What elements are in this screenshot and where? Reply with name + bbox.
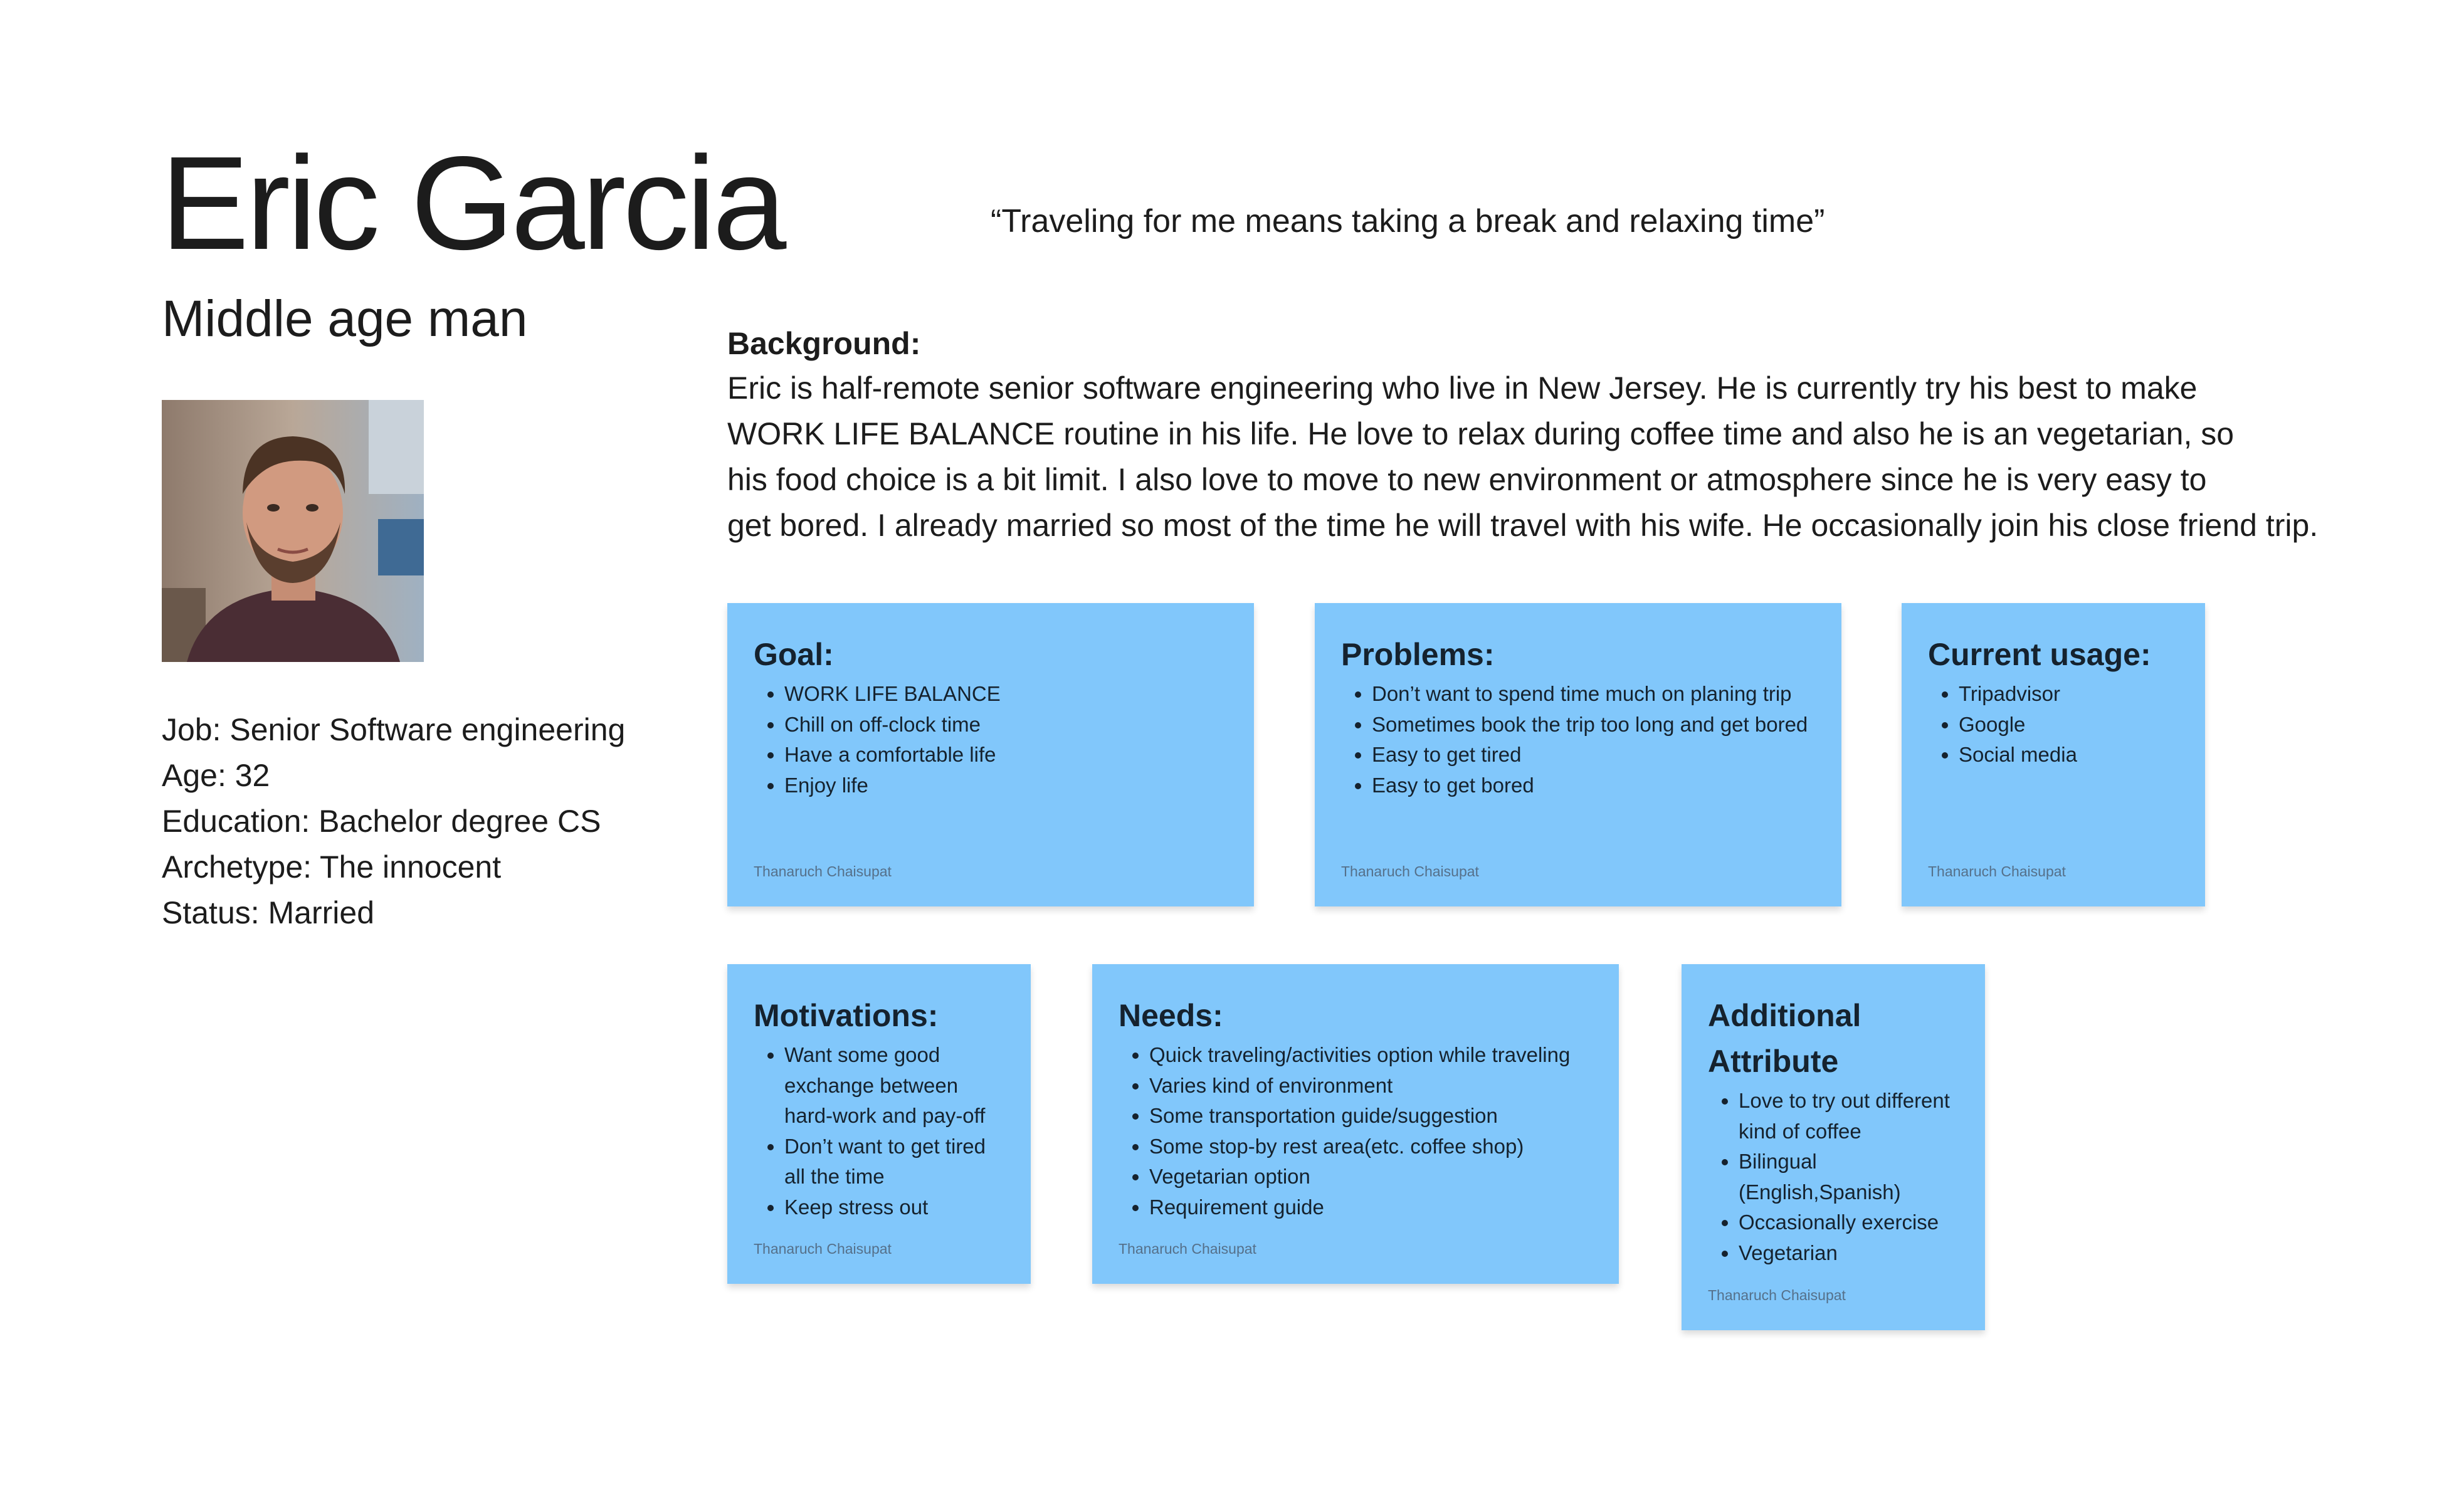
additional-attribute-note[interactable]	[1682, 964, 1985, 1330]
background-text	[727, 365, 2357, 549]
motivations-note[interactable]	[727, 964, 1031, 1284]
current-usage-title: Current usage:	[1928, 637, 2151, 672]
goal-title: Goal:	[754, 637, 834, 672]
list-item: • Social media	[1959, 740, 2182, 770]
list-item: • Love to try out different kind of coffee	[1739, 1086, 1962, 1147]
persona-photo	[162, 400, 424, 662]
goal-list	[754, 679, 1231, 801]
list-item: • Sometimes book the trip too long and get bored	[1372, 710, 1819, 740]
note-author: Thanaruch Chaisupat	[1708, 1287, 1846, 1303]
needs-list	[1119, 1040, 1596, 1222]
list-item: • Easy to get bored	[1372, 770, 1819, 801]
list-item: • Some transportation guide/suggestion	[1149, 1101, 1596, 1132]
list-item: • Varies kind of environment	[1149, 1071, 1596, 1101]
list-item: • Occasionally exercise	[1739, 1207, 1962, 1238]
current-usage-list	[1928, 679, 2182, 770]
motivations-title: Motivations:	[754, 998, 939, 1033]
problems-title: Problems:	[1341, 637, 1495, 672]
needs-note[interactable]	[1092, 964, 1619, 1284]
list-item: • Vegetarian option	[1149, 1162, 1596, 1192]
note-author: Thanaruch Chaisupat	[754, 863, 892, 880]
motivations-list	[754, 1040, 1008, 1222]
list-item: • Don’t want to spend time much on planing trip	[1372, 679, 1819, 710]
list-item: • WORK LIFE BALANCE	[784, 679, 1231, 710]
list-item: • Chill on off-clock time	[784, 710, 1231, 740]
persona-facts	[162, 707, 701, 936]
list-item: • Some stop-by rest area(etc. coffee shop)	[1149, 1132, 1596, 1162]
background-line: Eric is half-remote senior software engineering who live in New Jersey. He is currently try his best to make	[727, 370, 2198, 406]
list-item: • Google	[1959, 710, 2182, 740]
persona-subtitle: Middle age man	[162, 290, 528, 347]
list-item: • Don’t want to get tired all the time	[784, 1132, 1008, 1192]
additional-title: Additional Attribute	[1708, 998, 1861, 1079]
goal-note[interactable]	[727, 603, 1254, 906]
list-item: • Vegetarian	[1739, 1238, 1962, 1269]
background-line: his food choice is a bit limit. I also love to move to new environment or atmosphere since he is very easy to	[727, 462, 2207, 497]
fact-education: Education: Bachelor degree CS	[162, 804, 601, 839]
note-author: Thanaruch Chaisupat	[1341, 863, 1479, 880]
note-author: Thanaruch Chaisupat	[1928, 863, 2066, 880]
background-label: Background:	[727, 326, 921, 361]
list-item: • Quick traveling/activities option while traveling	[1149, 1040, 1596, 1071]
list-item: • Have a comfortable life	[784, 740, 1231, 770]
needs-title: Needs:	[1119, 998, 1223, 1033]
list-item: • Easy to get tired	[1372, 740, 1819, 770]
list-item: • Tripadvisor	[1959, 679, 2182, 710]
problems-list	[1341, 679, 1819, 801]
list-item: • Bilingual (English,Spanish)	[1739, 1147, 1962, 1207]
fact-age: Age: 32	[162, 758, 270, 793]
note-author: Thanaruch Chaisupat	[754, 1241, 892, 1257]
list-item: • Want some good exchange between hard-work and pay-off	[784, 1040, 1008, 1132]
additional-list	[1708, 1086, 1962, 1268]
persona-quote: “Traveling for me means taking a break and relaxing time”	[991, 203, 1825, 239]
list-item: • Requirement guide	[1149, 1192, 1596, 1223]
fact-status: Status: Married	[162, 895, 375, 930]
persona-name: Eric Garcia	[161, 129, 784, 277]
fact-job: Job: Senior Software engineering	[162, 712, 626, 747]
note-author: Thanaruch Chaisupat	[1119, 1241, 1256, 1257]
background-line: WORK LIFE BALANCE routine in his life. He love to relax during coffee time and also he is an vegetarian, so	[727, 416, 2235, 451]
current-usage-note[interactable]	[1902, 603, 2205, 906]
list-item: • Enjoy life	[784, 770, 1231, 801]
problems-note[interactable]	[1315, 603, 1841, 906]
background-line: get bored. I already married so most of the time he will travel with his wife. He occasionally join his close friend trip.	[727, 508, 2319, 543]
list-item: • Keep stress out	[784, 1192, 1008, 1223]
fact-archetype: Archetype: The innocent	[162, 849, 502, 885]
